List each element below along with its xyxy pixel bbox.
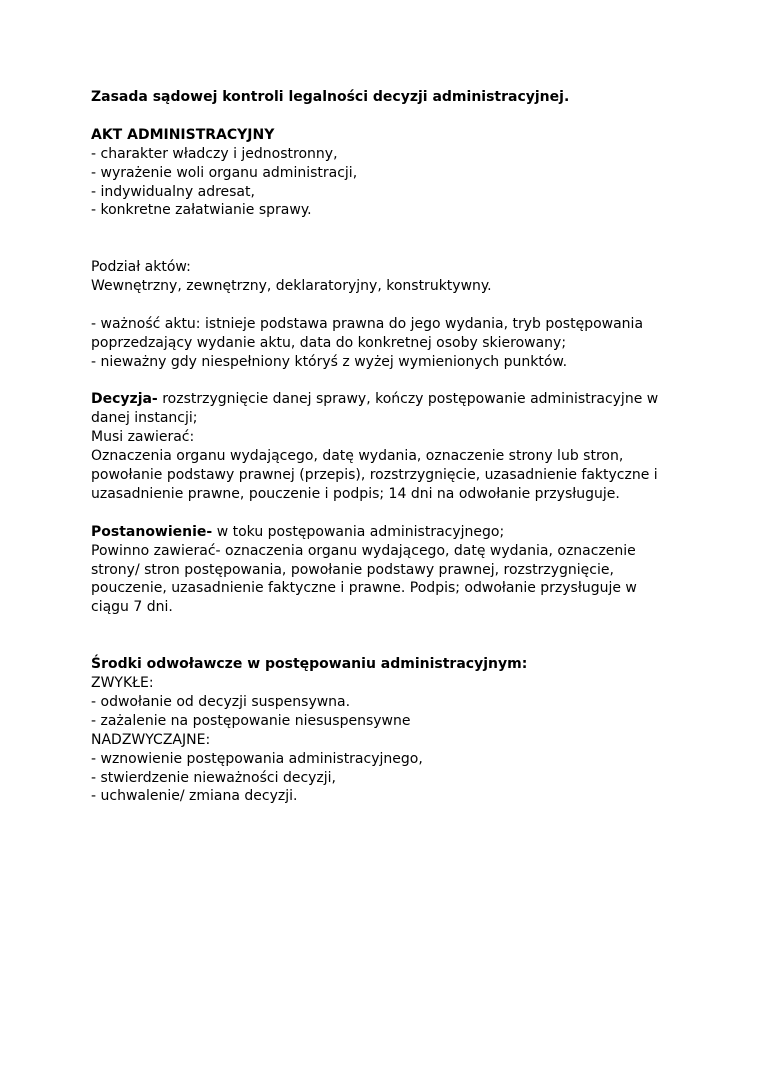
nadzwyczajne-item: - uchwalenie/ zmiana decyzji.: [91, 788, 298, 805]
podzial-types: Wewnętrzny, zewnętrzny, deklaratoryjny, konstruktywny.: [91, 278, 492, 295]
decyzja-line: danej instancji;: [91, 410, 198, 427]
postanowienie-line: [91, 523, 671, 542]
postanowienie-content-line: Powinno zawierać- oznaczenia organu wydającego, datę wydania, oznaczenie: [91, 542, 636, 559]
postanowienie-content-line: ciągu 7 dni.: [91, 599, 173, 616]
decyzja-content-line: powołanie podstawy prawnej (przepis), rozstrzygnięcie, uzasadnienie faktyczne i: [91, 467, 658, 484]
waznosc-line: - ważność aktu: istnieje podstawa prawna do jego wydania, tryb postępowania: [91, 315, 644, 332]
akt-heading: AKT ADMINISTRACYJNY: [91, 126, 275, 143]
document-page: [91, 88, 671, 806]
akt-item: - wyrażenie woli organu administracji,: [91, 164, 358, 181]
spacer: [91, 504, 671, 523]
spacer: [91, 107, 671, 126]
zwykle-label: ZWYKŁE:: [91, 675, 154, 691]
zwykle-item: - zażalenie na postępowanie niesuspensywne: [91, 712, 411, 729]
zwykle-item: - odwołanie od decyzji suspensywna.: [91, 693, 351, 710]
postanowienie-content-line: strony/ stron postępowania, powołanie podstawy prawnej, rozstrzygnięcie,: [91, 561, 614, 578]
decyzja-content-line: Oznaczenia organu wydającego, datę wydania, oznaczenie strony lub stron,: [91, 448, 624, 465]
waznosc-line: poprzedzający wydanie aktu, data do konkretnej osoby skierowany;: [91, 334, 567, 351]
srodki-heading: Środki odwoławcze w postępowaniu administracyjnym:: [91, 656, 528, 673]
spacer: [91, 220, 671, 258]
spacer: [91, 617, 671, 655]
spacer: [91, 296, 671, 315]
akt-item: - konkretne załatwianie sprawy.: [91, 202, 312, 219]
decyzja-definition: rozstrzygnięcie danej sprawy, kończy postępowanie administracyjne w: [157, 391, 659, 408]
decyzja-content-line: uzasadnienie prawne, pouczenie i podpis; 14 dni na odwołanie przysługuje.: [91, 485, 620, 502]
nadzwyczajne-item: - wznowienie postępowania administracyjnego,: [91, 750, 423, 767]
decyzja-term: Decyzja-: [91, 391, 158, 408]
nadzwyczajne-item: - stwierdzenie nieważności decyzji,: [91, 769, 337, 786]
niewazny-line: - nieważny gdy niespełniony któryś z wyżej wymienionych punktów.: [91, 353, 568, 370]
akt-item: - indywidualny adresat,: [91, 183, 255, 200]
document-title: Zasada sądowej kontroli legalności decyzji administracyjnej.: [91, 89, 570, 105]
spacer: [91, 372, 671, 391]
postanowienie-content-line: pouczenie, uzasadnienie faktyczne i prawne. Podpis; odwołanie przysługuje w: [91, 580, 637, 597]
postanowienie-term: Postanowienie-: [91, 523, 213, 540]
nadzwyczajne-label: NADZWYCZAJNE:: [91, 731, 211, 748]
podzial-label: Podział aktów:: [91, 259, 191, 276]
postanowienie-definition: w toku postępowania administracyjnego;: [212, 523, 505, 540]
akt-item: - charakter władczy i jednostronny,: [91, 145, 338, 162]
decyzja-line: [91, 390, 671, 409]
decyzja-musi: Musi zawierać:: [91, 429, 195, 446]
